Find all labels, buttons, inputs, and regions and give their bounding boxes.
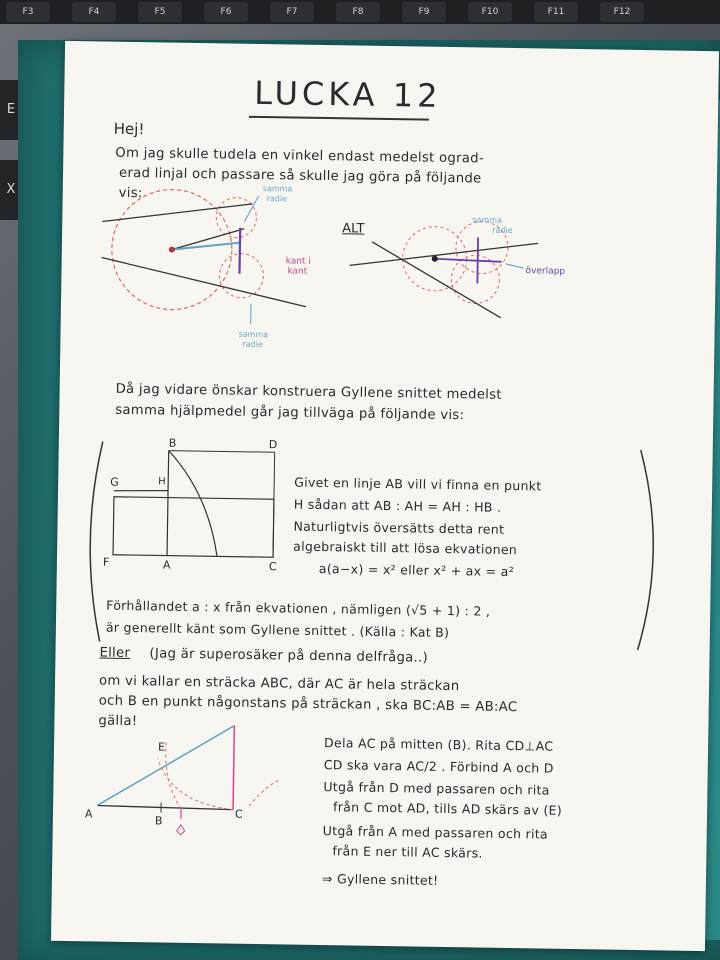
intro-line-2: erad linjal och passare så skulle jag göra på följande: [118, 165, 482, 187]
golden-label-a: A: [162, 558, 171, 572]
key-x: X: [0, 160, 22, 220]
or-aside: (Jag är superosäker på denna delfråga..): [149, 646, 429, 666]
golden-equation: a(a−x) = x² eller x² + ax = a²: [318, 560, 515, 580]
golden-desc-1: Givet en linje AB vill vi finna en punkt: [294, 474, 542, 494]
step-7-conclusion: ⇒ Gyllene snittet!: [321, 871, 439, 888]
or-line-2: och B en punkt någonstans på sträckan , ska BC:AB = AB:AC: [98, 693, 518, 716]
or-heading: Eller: [99, 645, 131, 662]
or-line-3: gälla!: [98, 713, 138, 730]
key-f10: F10: [468, 2, 512, 22]
arc-from-d: [157, 758, 234, 809]
golden-desc-3: Naturligtvis översätts detta rent: [293, 518, 505, 537]
key-f5: F5: [138, 2, 182, 22]
golden-label-b: B: [168, 436, 177, 450]
step-5: Utgå från A med passaren och rita: [322, 823, 549, 842]
key-f7: F7: [270, 2, 314, 22]
same-radius-right-1: samma: [472, 215, 502, 225]
edge-to-edge-2: kant: [287, 266, 308, 277]
arc-from-a: [165, 743, 182, 809]
key-f8: F8: [336, 2, 380, 22]
keyboard-function-row: [0, 0, 720, 24]
handwritten-paper: [51, 41, 719, 951]
page-title: LUCKA 12: [254, 73, 442, 115]
golden-label-h: H: [158, 476, 167, 488]
key-f9: F9: [402, 2, 446, 22]
same-radius-bottom-2: radie: [242, 339, 263, 350]
overlap-label: överlapp: [525, 266, 566, 277]
triangle-label-a: A: [84, 807, 93, 821]
segment-ad: [97, 724, 234, 808]
key-f11: F11: [534, 2, 578, 22]
step-2: CD ska vara AC/2 . Förbind A och D: [323, 757, 554, 776]
triangle-label-e: E: [157, 740, 166, 754]
key-f6: F6: [204, 2, 248, 22]
triangle-label-c: C: [234, 807, 244, 821]
golden-ratio-1: Förhållandet a : x från ekvationen , nämligen (√5 + 1) : 2 ,: [106, 597, 491, 619]
golden-desc-2: H sådan att AB : AH = AH : HB .: [293, 496, 502, 515]
golden-label-c: C: [268, 560, 277, 574]
same-radius-bottom-1: samma: [238, 329, 269, 340]
key-e: E: [0, 80, 22, 140]
golden-label-f: F: [102, 555, 110, 569]
segment-cd: [233, 726, 234, 810]
edge-to-edge-1: kant i: [285, 256, 311, 267]
step-1: Dela AC på mitten (B). Rita CD⊥AC: [324, 735, 554, 754]
triangle-label-b: B: [154, 814, 163, 828]
golden-label-d: D: [268, 438, 278, 452]
golden-ratio-2: är generellt känt som Gyllene snittet . (Källa : Kat B): [105, 619, 450, 641]
step-4: från C mot AD, tills AD skärs av (E): [332, 799, 563, 818]
golden-line-1: Då jag vidare önskar konstruera Gyllene snittet medelst: [115, 381, 502, 403]
golden-label-g: G: [110, 475, 120, 489]
step-6: från E ner till AC skärs.: [332, 843, 483, 861]
golden-line-2: samma hjälpmedel går jag tillväga på följande vis:: [115, 402, 465, 424]
intro-line-1: Om jag skulle tudela en vinkel endast medelst ograd-: [115, 145, 485, 167]
or-line-1: om vi kallar en sträcka ABC, där AC är hela sträckan: [98, 673, 460, 695]
greeting: Hej!: [113, 119, 145, 139]
arc-extension: [249, 780, 279, 806]
heart-icon: [177, 825, 185, 835]
intro-line-3: vis:: [118, 185, 143, 202]
step-3: Utgå från D med passaren och rita: [323, 779, 550, 798]
same-radius-top-2: radie: [266, 194, 288, 204]
teal-folder: [18, 40, 720, 960]
golden-desc-4: algebraiskt till att lösa ekvationen: [293, 538, 518, 558]
same-radius-top-1: samma: [262, 184, 293, 194]
key-f12: F12: [600, 2, 644, 22]
same-radius-right-2: radie: [492, 225, 513, 235]
key-f3: F3: [6, 2, 50, 22]
alt-label: ALT: [342, 221, 365, 237]
key-f4: F4: [72, 2, 116, 22]
